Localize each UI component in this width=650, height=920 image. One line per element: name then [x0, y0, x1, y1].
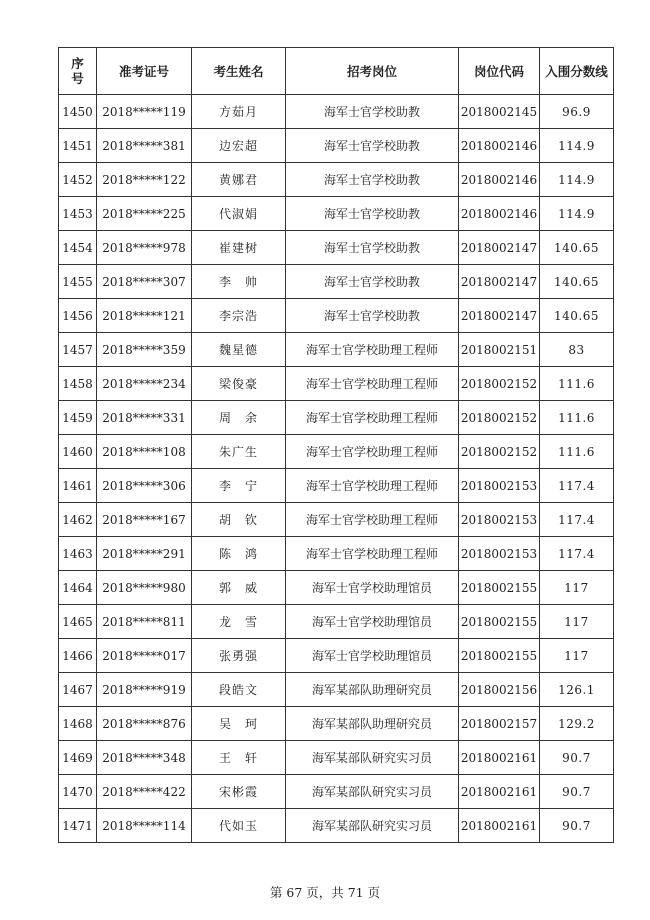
cell-seq: 1470: [59, 775, 97, 809]
cell-seq: 1465: [59, 605, 97, 639]
cell-name: 段皓文: [192, 673, 286, 707]
cell-post-code: 2018002146: [459, 129, 540, 163]
cell-post-code: 2018002147: [459, 231, 540, 265]
cell-score: 129.2: [540, 707, 614, 741]
cell-seq: 1464: [59, 571, 97, 605]
cell-score: 140.65: [540, 299, 614, 333]
cell-name: 边宏超: [192, 129, 286, 163]
cell-score: 90.7: [540, 741, 614, 775]
cell-name: 宋彬霞: [192, 775, 286, 809]
cell-score: 117.4: [540, 537, 614, 571]
table-row: [59, 265, 614, 299]
cell-score: 90.7: [540, 775, 614, 809]
results-table: [58, 47, 614, 843]
cell-post: 海军士官学校助教: [286, 163, 459, 197]
cell-post-code: 2018002146: [459, 163, 540, 197]
header-score: 入围分数线: [540, 48, 614, 95]
cell-name: 代淑娟: [192, 197, 286, 231]
cell-post-code: 2018002152: [459, 435, 540, 469]
cell-post-code: 2018002161: [459, 741, 540, 775]
header-name: 考生姓名: [192, 48, 286, 95]
cell-score: 90.7: [540, 809, 614, 843]
cell-name: 崔建树: [192, 231, 286, 265]
cell-post-code: 2018002147: [459, 265, 540, 299]
cell-post-code: 2018002155: [459, 605, 540, 639]
cell-name: 胡 钦: [192, 503, 286, 537]
cell-exam-id: 2018*****919: [97, 673, 192, 707]
cell-post: 海军士官学校助教: [286, 129, 459, 163]
header-exam-id: 准考证号: [97, 48, 192, 95]
cell-seq: 1468: [59, 707, 97, 741]
cell-score: 126.1: [540, 673, 614, 707]
cell-exam-id: 2018*****119: [97, 95, 192, 129]
cell-exam-id: 2018*****980: [97, 571, 192, 605]
table-row: [59, 231, 614, 265]
cell-exam-id: 2018*****108: [97, 435, 192, 469]
cell-post: 海军士官学校助理工程师: [286, 367, 459, 401]
table-row: [59, 401, 614, 435]
cell-seq: 1459: [59, 401, 97, 435]
table-row: [59, 639, 614, 673]
cell-post: 海军士官学校助教: [286, 265, 459, 299]
cell-post-code: 2018002147: [459, 299, 540, 333]
cell-exam-id: 2018*****122: [97, 163, 192, 197]
cell-exam-id: 2018*****307: [97, 265, 192, 299]
cell-post: 海军士官学校助理工程师: [286, 401, 459, 435]
cell-exam-id: 2018*****331: [97, 401, 192, 435]
cell-score: 140.65: [540, 231, 614, 265]
cell-score: 111.6: [540, 435, 614, 469]
cell-name: 方茹月: [192, 95, 286, 129]
table-row: [59, 163, 614, 197]
cell-exam-id: 2018*****114: [97, 809, 192, 843]
cell-post: 海军士官学校助理工程师: [286, 503, 459, 537]
cell-score: 111.6: [540, 401, 614, 435]
table-row: [59, 809, 614, 843]
cell-seq: 1452: [59, 163, 97, 197]
table-row: [59, 741, 614, 775]
cell-exam-id: 2018*****234: [97, 367, 192, 401]
cell-post: 海军士官学校助理工程师: [286, 469, 459, 503]
cell-score: 117: [540, 605, 614, 639]
cell-seq: 1454: [59, 231, 97, 265]
table-row: [59, 775, 614, 809]
cell-post-code: 2018002152: [459, 401, 540, 435]
cell-name: 李宗浩: [192, 299, 286, 333]
cell-name: 陈 鸿: [192, 537, 286, 571]
table-row: [59, 197, 614, 231]
table-row: [59, 503, 614, 537]
page-footer: [0, 883, 650, 901]
cell-seq: 1463: [59, 537, 97, 571]
cell-post: 海军士官学校助理工程师: [286, 537, 459, 571]
cell-name: 李 帅: [192, 265, 286, 299]
cell-post: 海军士官学校助理工程师: [286, 333, 459, 367]
cell-score: 83: [540, 333, 614, 367]
cell-post: 海军士官学校助教: [286, 95, 459, 129]
cell-score: 117: [540, 571, 614, 605]
cell-post-code: 2018002157: [459, 707, 540, 741]
cell-score: 140.65: [540, 265, 614, 299]
cell-score: 114.9: [540, 129, 614, 163]
cell-exam-id: 2018*****422: [97, 775, 192, 809]
cell-name: 梁俊豪: [192, 367, 286, 401]
cell-score: 114.9: [540, 197, 614, 231]
cell-score: 111.6: [540, 367, 614, 401]
table-row: [59, 605, 614, 639]
header-post-code: 岗位代码: [459, 48, 540, 95]
cell-seq: 1471: [59, 809, 97, 843]
table-row: [59, 367, 614, 401]
cell-name: 郭 威: [192, 571, 286, 605]
cell-name: 龙 雪: [192, 605, 286, 639]
cell-name: 黄娜君: [192, 163, 286, 197]
cell-score: 96.9: [540, 95, 614, 129]
page-number-text: 第 67 页，共 71 页: [269, 885, 381, 900]
cell-name: 代如玉: [192, 809, 286, 843]
cell-name: 周 余: [192, 401, 286, 435]
cell-exam-id: 2018*****348: [97, 741, 192, 775]
cell-name: 朱广生: [192, 435, 286, 469]
cell-name: 李 宁: [192, 469, 286, 503]
cell-post-code: 2018002161: [459, 809, 540, 843]
cell-score: 117: [540, 639, 614, 673]
table-row: [59, 435, 614, 469]
table-row: [59, 707, 614, 741]
table-row: [59, 469, 614, 503]
table-body: [59, 95, 614, 843]
table-row: [59, 571, 614, 605]
cell-seq: 1457: [59, 333, 97, 367]
cell-exam-id: 2018*****306: [97, 469, 192, 503]
header-post: 招考岗位: [286, 48, 459, 95]
cell-seq: 1450: [59, 95, 97, 129]
cell-seq: 1469: [59, 741, 97, 775]
table-row: [59, 95, 614, 129]
table-row: [59, 673, 614, 707]
cell-exam-id: 2018*****811: [97, 605, 192, 639]
cell-exam-id: 2018*****291: [97, 537, 192, 571]
header-seq-line1: 序: [71, 56, 84, 71]
cell-post: 海军士官学校助理馆员: [286, 605, 459, 639]
cell-post-code: 2018002152: [459, 367, 540, 401]
cell-exam-id: 2018*****121: [97, 299, 192, 333]
header-seq-line2: 号: [71, 71, 84, 86]
cell-name: 张勇强: [192, 639, 286, 673]
cell-seq: 1451: [59, 129, 97, 163]
cell-seq: 1460: [59, 435, 97, 469]
table-row: [59, 129, 614, 163]
cell-post: 海军士官学校助理馆员: [286, 639, 459, 673]
cell-seq: 1461: [59, 469, 97, 503]
cell-post: 海军某部队研究实习员: [286, 775, 459, 809]
cell-post-code: 2018002155: [459, 571, 540, 605]
cell-post-code: 2018002153: [459, 503, 540, 537]
cell-seq: 1462: [59, 503, 97, 537]
cell-seq: 1453: [59, 197, 97, 231]
cell-seq: 1458: [59, 367, 97, 401]
cell-seq: 1456: [59, 299, 97, 333]
results-sheet: [58, 47, 614, 843]
table-row: [59, 333, 614, 367]
cell-post: 海军士官学校助教: [286, 299, 459, 333]
cell-name: 王 轩: [192, 741, 286, 775]
cell-exam-id: 2018*****225: [97, 197, 192, 231]
cell-exam-id: 2018*****167: [97, 503, 192, 537]
cell-post: 海军某部队研究实习员: [286, 809, 459, 843]
cell-post: 海军某部队助理研究员: [286, 673, 459, 707]
cell-post-code: 2018002151: [459, 333, 540, 367]
cell-score: 114.9: [540, 163, 614, 197]
cell-post-code: 2018002153: [459, 469, 540, 503]
cell-seq: 1455: [59, 265, 97, 299]
cell-post-code: 2018002161: [459, 775, 540, 809]
cell-exam-id: 2018*****381: [97, 129, 192, 163]
cell-post: 海军士官学校助理馆员: [286, 571, 459, 605]
cell-name: 吴 珂: [192, 707, 286, 741]
cell-post-code: 2018002153: [459, 537, 540, 571]
cell-post-code: 2018002156: [459, 673, 540, 707]
table-row: [59, 537, 614, 571]
cell-score: 117.4: [540, 469, 614, 503]
cell-score: 117.4: [540, 503, 614, 537]
cell-exam-id: 2018*****017: [97, 639, 192, 673]
table-header: [59, 48, 614, 95]
cell-seq: 1467: [59, 673, 97, 707]
cell-post: 海军某部队助理研究员: [286, 707, 459, 741]
cell-exam-id: 2018*****359: [97, 333, 192, 367]
cell-seq: 1466: [59, 639, 97, 673]
table-row: [59, 299, 614, 333]
header-row: [59, 48, 614, 95]
cell-post: 海军士官学校助理工程师: [286, 435, 459, 469]
cell-exam-id: 2018*****978: [97, 231, 192, 265]
cell-post: 海军士官学校助教: [286, 231, 459, 265]
cell-exam-id: 2018*****876: [97, 707, 192, 741]
cell-post-code: 2018002146: [459, 197, 540, 231]
header-seq: [59, 48, 97, 95]
cell-post-code: 2018002145: [459, 95, 540, 129]
cell-post: 海军某部队研究实习员: [286, 741, 459, 775]
cell-post-code: 2018002155: [459, 639, 540, 673]
cell-post: 海军士官学校助教: [286, 197, 459, 231]
cell-name: 魏星德: [192, 333, 286, 367]
